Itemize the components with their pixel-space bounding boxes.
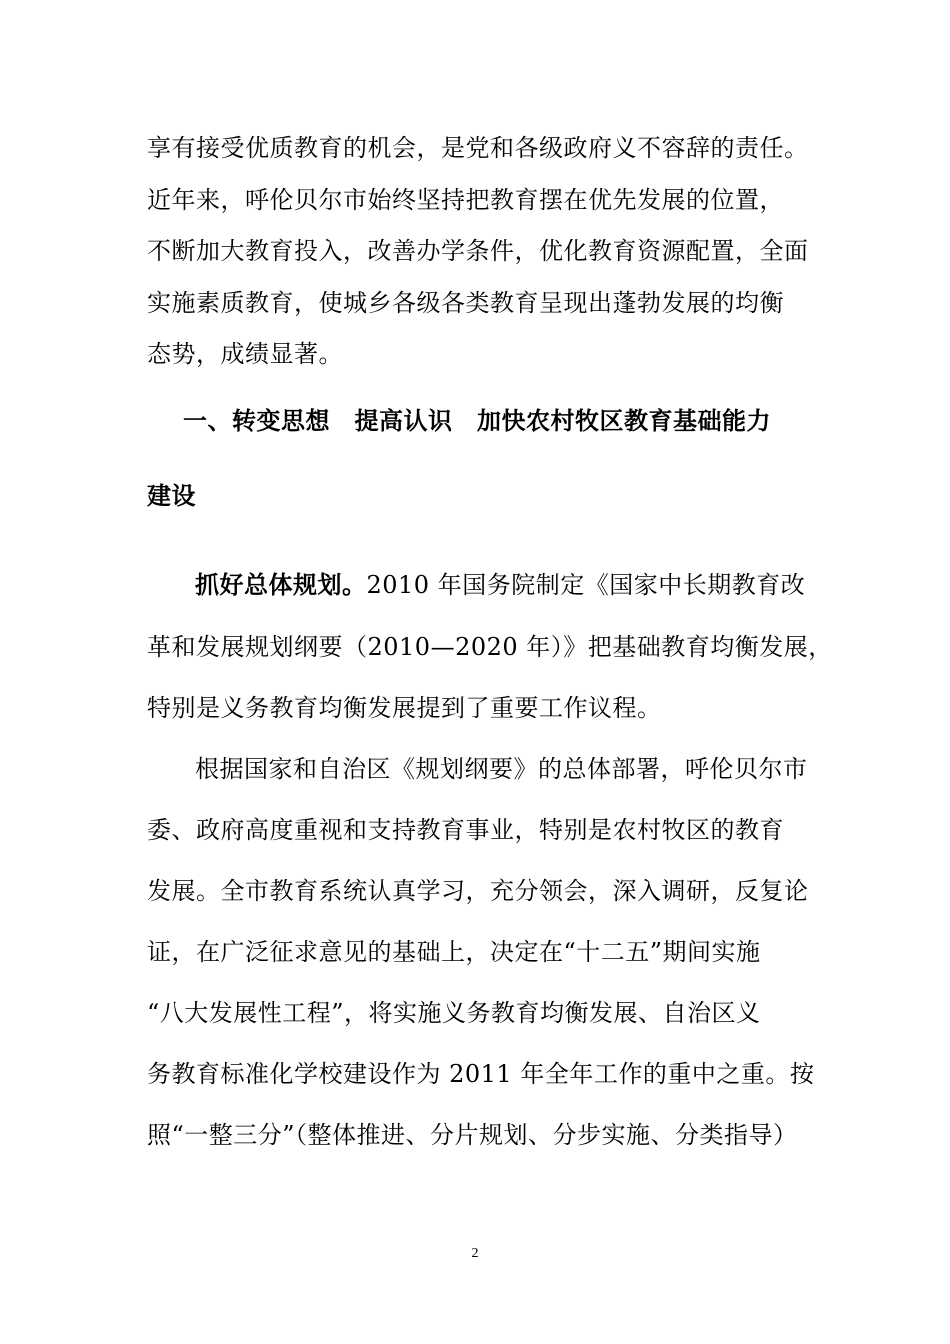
section-heading-continuation: 建设 <box>147 482 196 510</box>
paragraph-text: 2010 年国务院制定《国家中长期教育改 <box>366 571 806 599</box>
paragraph-line: 革和发展规划纲要（2010—2020 年）》把基础教育均衡发展， <box>147 633 833 661</box>
paragraph-line: 特别是义务教育均衡发展提到了重要工作议程。 <box>147 694 662 722</box>
paragraph-line: 不断加大教育投入，改善办学条件，优化教育资源配置，全面 <box>147 237 809 265</box>
paragraph-line: 态势，成绩显著。 <box>147 340 343 368</box>
paragraph-line: 近年来，呼伦贝尔市始终坚持把教育摆在优先发展的位置， <box>147 186 784 214</box>
paragraph-line: “八大发展性工程”，将实施义务教育均衡发展、自治区义 <box>147 999 761 1027</box>
section-heading: 一、转变思想 提高认识 加快农村牧区教育基础能力 <box>183 407 771 435</box>
paragraph-line: 享有接受优质教育的机会，是党和各级政府义不容辞的责任。 <box>147 134 809 162</box>
paragraph-line: 发展。全市教育系统认真学习，充分领会，深入调研，反复论 <box>147 877 809 905</box>
paragraph-line: 根据国家和自治区《规划纲要》的总体部署，呼伦贝尔市 <box>195 755 808 783</box>
paragraph-line: 务教育标准化学校建设作为 2011 年全年工作的重中之重。按 <box>147 1060 815 1088</box>
paragraph-lead: 抓好总体规划。 <box>195 571 367 599</box>
paragraph-line: 实施素质教育，使城乡各级各类教育呈现出蓬勃发展的均衡 <box>147 289 784 317</box>
page-number: 2 <box>471 1246 479 1261</box>
paragraph-line: 委、政府高度重视和支持教育事业，特别是农村牧区的教育 <box>147 816 784 844</box>
paragraph-line: 照“一整三分”（整体推进、分片规划、分步实施、分类指导） <box>147 1121 798 1149</box>
paragraph-line <box>195 569 812 601</box>
paragraph-line: 证，在广泛征求意见的基础上，决定在“十二五”期间实施 <box>147 938 761 966</box>
